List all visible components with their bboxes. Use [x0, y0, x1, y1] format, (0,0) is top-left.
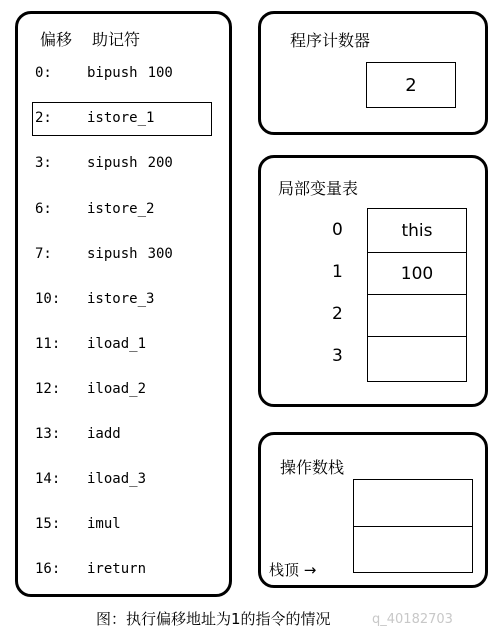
instruction-row: 0: bipush 100 — [35, 65, 173, 81]
instruction-row: 14: iload_3 — [35, 471, 147, 487]
watermark: q_40182703 — [372, 612, 453, 627]
mnemonic-header: 助记符 — [92, 30, 141, 49]
slot-index: 0 — [332, 220, 343, 240]
instruction-row: 15: imul — [35, 516, 121, 532]
bytecode-header — [40, 27, 140, 50]
instruction-row: 16: ireturn — [35, 561, 147, 577]
operand-stack-box — [353, 479, 473, 573]
program-counter-panel — [258, 11, 488, 135]
program-counter-title: 程序计数器 — [290, 31, 371, 50]
operand-stack-panel — [258, 432, 488, 588]
bytecode-panel — [15, 11, 232, 597]
slot-index: 3 — [332, 346, 343, 366]
offset-header: 偏移 — [40, 30, 73, 49]
local-variable-panel — [258, 155, 488, 407]
slot-value: this — [401, 220, 433, 241]
instruction-row: 12: iload_2 — [35, 381, 147, 397]
slot-value — [368, 336, 466, 379]
local-variable-title: 局部变量表 — [278, 179, 359, 198]
instruction-row: 2: istore_1 — [35, 110, 155, 126]
instruction-row: 3: sipush 200 — [35, 155, 173, 171]
instruction-row: 13: iadd — [35, 426, 121, 442]
figure-caption: 图：执行偏移地址为1的指令的情况 — [96, 610, 331, 628]
slot-index: 2 — [332, 304, 343, 324]
stack-slot-divider — [354, 526, 472, 527]
instruction-row: 10: istore_3 — [35, 291, 155, 307]
stack-top-label: 栈顶 → — [269, 561, 317, 579]
instruction-row: 7: sipush 300 — [35, 246, 173, 262]
program-counter-value: 2 — [366, 62, 456, 108]
local-variable-table — [367, 208, 467, 382]
operand-stack-title: 操作数栈 — [280, 458, 345, 477]
instruction-row: 6: istore_2 — [35, 201, 155, 217]
slot-index: 1 — [332, 262, 343, 282]
slot-value: 100 — [400, 263, 434, 284]
slot-value — [368, 294, 466, 337]
instruction-row: 11: iload_1 — [35, 336, 147, 352]
